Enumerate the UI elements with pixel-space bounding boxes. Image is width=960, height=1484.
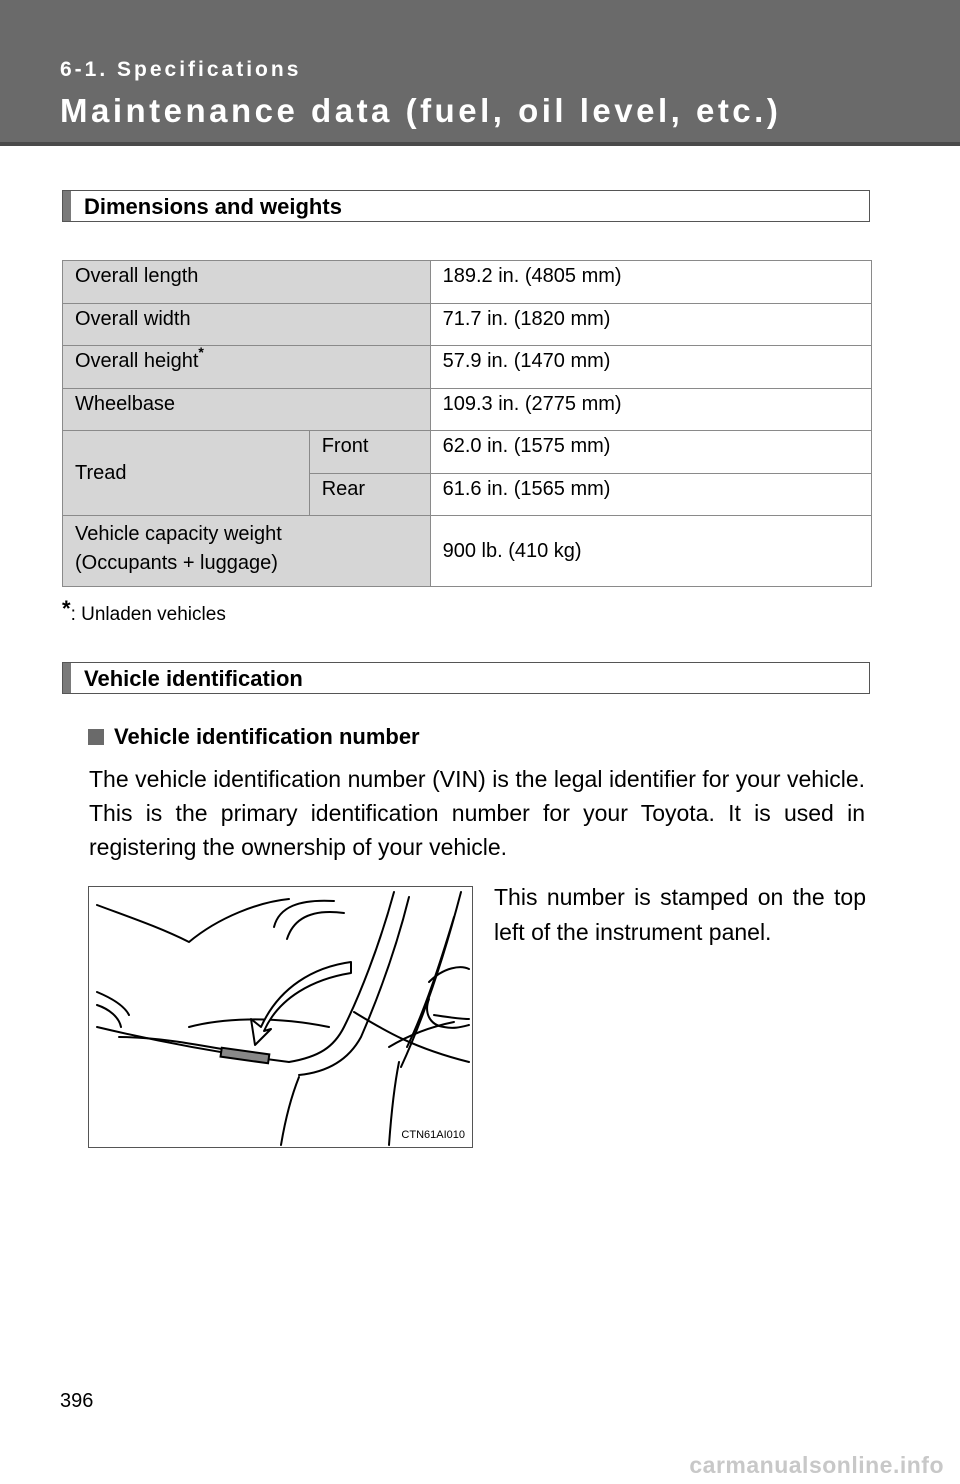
dimensions-heading: Dimensions and weights [84, 194, 342, 219]
table-row [63, 304, 872, 346]
row-label: Overall width [63, 304, 431, 346]
vin-subheading [88, 724, 420, 750]
table-row [63, 516, 872, 587]
figure-code: CTN61AI010 [401, 1129, 465, 1141]
vehicle-id-heading: Vehicle identification [84, 666, 303, 691]
table-row [63, 346, 872, 389]
capacity-value: 900 lb. (410 kg) [430, 516, 871, 587]
row-label: Wheelbase [63, 389, 431, 431]
vin-subheading-text: Vehicle identification number [114, 724, 420, 749]
page-number: 396 [60, 1390, 94, 1412]
row-value: 71.7 in. (1820 mm) [430, 304, 871, 346]
row-label: Overall length [63, 261, 431, 304]
page-title: Maintenance data (fuel, oil level, etc.) [60, 92, 782, 129]
tread-front-label: Front [309, 431, 430, 474]
dimensions-table [62, 260, 872, 587]
vin-paragraph: The vehicle identification number (VIN) is the legal identifier for your vehicle. This is the primary identification number for your Toyota. It is used in registering the ownership of your vehicle. [89, 766, 865, 860]
row-value: 109.3 in. (2775 mm) [430, 389, 871, 431]
capacity-label-line2: (Occupants + luggage) [75, 552, 278, 574]
tread-front-value: 62.0 in. (1575 mm) [430, 431, 871, 474]
table-row [63, 389, 872, 431]
footnote [62, 596, 226, 626]
tread-rear-value: 61.6 in. (1565 mm) [430, 474, 871, 516]
table-row [63, 431, 872, 474]
vin-location-illustration [88, 886, 473, 1148]
row-label [63, 346, 431, 389]
capacity-label [63, 516, 431, 587]
watermark: carmanualsonline.info [689, 1452, 944, 1478]
heading-bar [63, 663, 71, 693]
row-value: 189.2 in. (4805 mm) [430, 261, 871, 304]
row-value: 57.9 in. (1470 mm) [430, 346, 871, 389]
capacity-label-line1: Vehicle capacity weight [75, 523, 282, 545]
tread-label: Tread [63, 431, 310, 516]
square-bullet-icon [88, 729, 104, 745]
table-row [63, 261, 872, 304]
header-rule [0, 142, 960, 146]
footnote-text: : Unladen vehicles [70, 604, 226, 625]
dimensions-heading-box [62, 190, 870, 222]
heading-bar [63, 191, 71, 221]
instrument-panel-drawing [89, 887, 472, 1147]
vehicle-id-heading-box [62, 662, 870, 694]
tread-rear-label: Rear [309, 474, 430, 516]
footnote-star: * [62, 596, 71, 621]
vin-location-text: This number is stamped on the top left of the instrument panel. [494, 884, 866, 945]
footnote-mark: * [198, 344, 204, 360]
overall-height-label: Overall height [75, 350, 199, 372]
section-label: 6-1. Specifications [60, 58, 302, 81]
